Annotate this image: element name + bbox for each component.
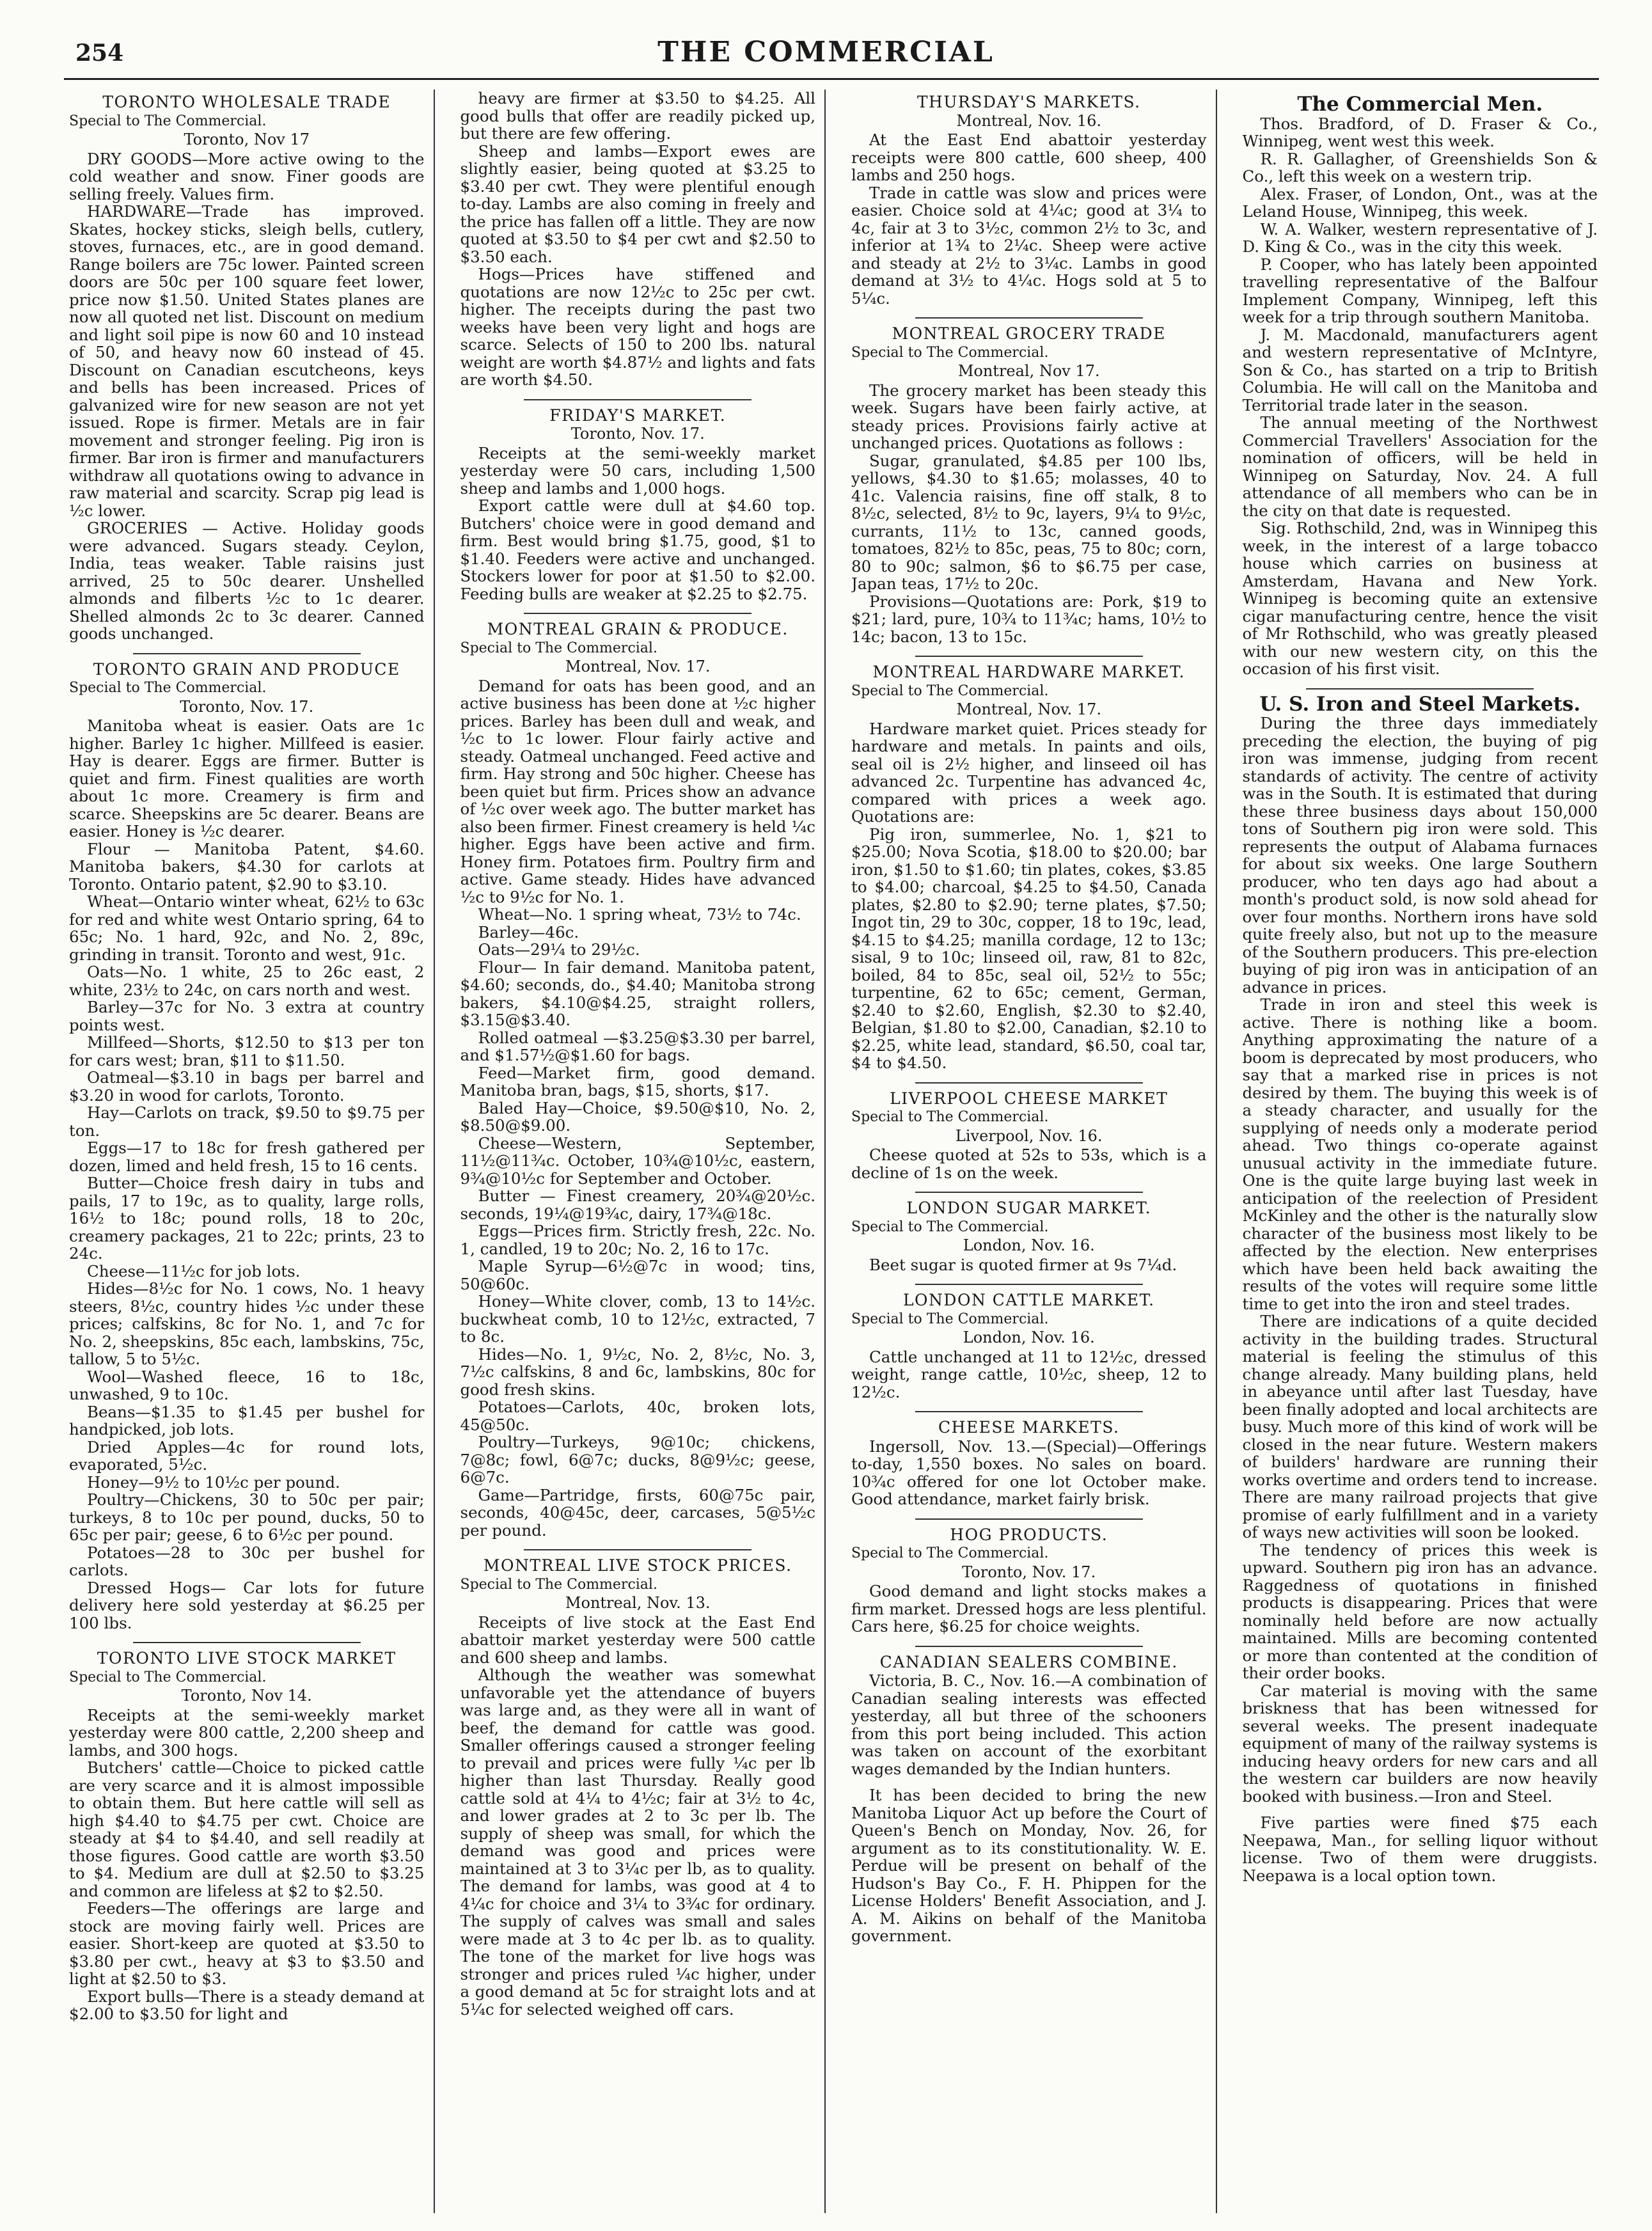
article: [851, 1291, 1207, 1401]
article-dateline: Toronto, Nov 17: [184, 130, 310, 148]
article-dateline: Toronto, Nov. 17.: [180, 697, 314, 716]
article-paragraph: Feeders—The offerings are large and stock are moving fairly well. Prices are easier. Short-keep are quoted at $3.50 to $3.80 per cwt., heavy at $3 to $3.50 and light at $2.50 to $3.: [69, 1899, 425, 1988]
article-paragraph: Beans—$1.35 to $1.45 per bushel for handpicked, job lots.: [69, 1402, 425, 1439]
article-headline: HOG PRODUCTS.: [950, 1525, 1108, 1544]
article-divider: [915, 1082, 1143, 1084]
article-headline: TORONTO LIVE STOCK MARKET: [97, 1649, 397, 1667]
article-paragraph: Receipts of live stock at the East End abattoir market yesterday were 500 cattle and 600 sheep and lambs.: [460, 1612, 815, 1667]
article-divider: [524, 613, 751, 614]
article-credit: Special to The Commercial.: [851, 344, 1049, 361]
article: [69, 661, 425, 1632]
article: [69, 1650, 425, 2023]
article-dateline: Montreal, Nov. 17.: [956, 700, 1102, 718]
article-paragraph: Although the weather was somewhat unfavorable yet the attendance of buyers was large and, as they were all in want of beef, the demand for cattle was good. Smaller offerings caused a stronger feeling to prevail and prices were fully ¼c per lb higher than last Thursday. Really good cattle sold at 4¼ to 4½c; fair at 3½ to 4c, and lower grades at 2 to 3c per lb. The supply of sheep was small, for which the demand was good and prices were maintained at 3 to 3¼c per lb, as to quality. The demand for lambs, was good at 4 to 4¼c for choice and 3¼ to 3¾c for ordinary. The supply of calves was small and sales were made at 3 to 4c per lb. as to quality. The tone of the market for live hogs was stronger and prices ruled ¼c higher, under a good demand at 5c for straight lots and at 5¼c for selected weighed off cars.: [460, 1666, 815, 2019]
article-paragraph: Wheat—No. 1 spring wheat, 73½ to 74c.: [478, 905, 801, 924]
article-paragraph: Dried Apples—4c for round lots, evaporated, 5½c.: [69, 1437, 425, 1474]
article-paragraph: Receipts at the semi-weekly market yesterday were 800 cattle, 2,200 sheep and lambs, and 300 hogs.: [69, 1705, 425, 1760]
article-paragraph: It has been decided to bring the new Manitoba Liquor Act up before the Court of Queen's Bench on Monday, Nov. 26, for argument as to its constitutionality. W. E. Perdue will be present on behalf of the Hudson's Bay Co., F. H. Phippen for the License Holders' Benefit Association, and J. A. M. Aikins on behalf of the Manitoba government.: [851, 1786, 1207, 1945]
article-paragraph: DRY GOODS—More active owing to the cold weather and snow. Finer goods are selling freely. Values firm.: [69, 149, 425, 203]
article-paragraph: J. M. Macdonald, manufacturers agent and western representative of McIntyre, Son & Co., has started on a trip to British Columbia. He will call on the Manitoba and Territorial trade later in the season.: [1242, 325, 1598, 414]
article-paragraph: Pig iron, summerlee, No. 1, $21 to $25.00; Nova Scotia, $18.00 to $20.00; bar iron, $1.50 to $1.60; tin plates, cokes, $3.85 to $4.00; charcoal, $4.25 to $4.50, Canada plates, $2.80 to $2.90; terne plates, $7.50; Ingot tin, 29 to 30c, copper, 18 to 19c, lead, $4.15 to $4.25; manilla cordage, 12 to 13c; sisal, 9 to 10c; linseed oil, raw, 81 to 82c, boiled, 84 to 85c, seal oil, 52½ to 55c; turpentine, 62 to 65c; cement, German, $2.40 to $2.60, English, $2.30 to $2.40, Belgian, $1.80 to $2.00, Canadian, $2.10 to $2.25, white lead, standard, $6.50, coal tar, $4 to $4.50.: [851, 824, 1207, 1072]
article-headline: FRIDAY'S MARKET.: [549, 406, 727, 425]
article-paragraph: Hides—No. 1, 9½c, No. 2, 8½c, No. 3, 7½c calfskins, 8 and 6c, lambskins, 80c for good fresh skins.: [460, 1344, 815, 1399]
article-dateline: Montreal, Nov. 16.: [956, 111, 1102, 130]
article-paragraph: Wheat—Ontario winter wheat, 62½ to 63c for red and white west Ontario spring, 64 to 65c; No. 1 hard, 92c, and No. 2, 89c, grinding in transit. Toronto and west, 91c.: [69, 892, 425, 964]
article-paragraph: Barley—37c for No. 3 extra at country points west.: [69, 998, 425, 1034]
article-divider: [915, 1411, 1143, 1412]
article-paragraph: Car material is moving with the same briskness that has been witnessed for several weeks. The present inadequate equipment of many of the railway systems is inducing heavy orders for new cars and all the western car builders are now heavily booked with business.—Iron and Steel.: [1242, 1681, 1598, 1806]
article-paragraph: Eggs—Prices firm. Strictly fresh, 22c. No. 1, candled, 19 to 20c; No. 2, 16 to 17c.: [460, 1222, 815, 1258]
article-credit: Special to The Commercial.: [851, 1109, 1049, 1125]
article-paragraph: GROCERIES — Active. Holiday goods were advanced. Sugars steady. Ceylon, India, teas weaker. Table raisins just arrived, 25 to 50c dearer. Unshelled almonds and filberts ½c to 1c dearer. Shelled almonds 2c to 3c dearer. Canned goods unchanged.: [69, 519, 425, 643]
article-dateline: London, Nov. 16.: [963, 1236, 1095, 1254]
article: [460, 1557, 816, 2018]
article: [460, 620, 816, 1539]
article-divider: [524, 1549, 751, 1550]
article-paragraph: The annual meeting of the Northwest Commercial Travellers' Association for the nomination of officers, will be held in Winnipeg on Saturday, Nov. 24. A full attendance of all members who can be in the city on that date is requested.: [1242, 413, 1598, 520]
article: [1242, 93, 1598, 678]
article: [851, 93, 1207, 307]
article: [851, 663, 1207, 1072]
article-divider: [915, 1284, 1143, 1285]
article-paragraph: Sugar, granulated, $4.85 per 100 lbs, yellows, $4.30 to $1.65; molasses, 40 to 41c. Valencia raisins, fine off stalk, 8 to 8½c, selected, 8½ to 9c, layers, 9¼ to 9½c, currants, 11½ to 13c, canned goods, tomatoes, 82½ to 85c, peas, 75 to 80c; corn, 80 to 90c; salmon, $6 to $6.75 per case, Japan teas, 17½ to 20c.: [851, 451, 1207, 593]
article-dateline: Montreal, Nov. 17.: [565, 658, 711, 675]
article: [851, 1526, 1207, 1636]
column-1: [69, 90, 435, 2213]
article-dateline: Montreal, Nov 17.: [957, 362, 1100, 380]
article-paragraph: W. A. Walker, western representative of J. D. King & Co., was in the city this week.: [1242, 219, 1598, 256]
article-paragraph: Export bulls—There is a steady demand at $2.00 to $3.50 for light and: [69, 1987, 425, 2023]
article-headline: TORONTO GRAIN AND PRODUCE: [93, 659, 400, 679]
article-paragraph: Potatoes—Carlots, 40c, broken lots, 45@50c.: [460, 1398, 815, 1434]
column-2: [460, 90, 826, 2213]
article-dateline: Montreal, Nov. 13.: [565, 1594, 711, 1612]
article-paragraph: The tendency of prices this week is upward. Southern pig iron has an advance. Raggedness of quotations in finished products is disappearing. Prices that were nominally held before are now actually maintained. Mills are becoming contented or more than contented at the condition of their order books.: [1242, 1540, 1598, 1682]
article-paragraph: Trade in iron and steel this week is active. There is nothing like a boom. Anything approximating the nature of a boom is deprecated by most producers, who say that a marked rise in prices is not desired by them. The buying this week is of a steady character, and usually for the supplying of needs only a moderate period ahead. Two things co-operate against unusual activity in the immediate future. One is the quite large buying last week in anticipation of the reelection of President McKinley and the other is the naturally slow character of the business most likely to be affected by the election. New enterprises which have been held back awaiting the results of the votes will require some little time to get into the iron and steel trades.: [1242, 995, 1598, 1313]
newspaper-columns: [69, 90, 1598, 2213]
article-headline: U. S. Iron and Steel Markets.: [1259, 692, 1581, 716]
article-paragraph: Flour— In fair demand. Manitoba patent, $4.60; seconds, do., $4.40; Manitoba strong bakers, $4.10@$4.25, straight rollers, $3.15@$3.40.: [460, 958, 815, 1029]
article-credit: Special to The Commercial.: [69, 113, 267, 129]
article-paragraph: Export cattle were dull at $4.60 top. Butchers' choice were in good demand and firm. Best would bring $1.75, good, $1 to $1.40. Feeders were active and unchanged. Stockers lower for poor at $1.50 to $2.00. Feeding bulls are weaker at $2.25 to $2.75.: [460, 496, 815, 603]
article-paragraph: The grocery market has been steady this week. Sugars have been fairly active, at steady prices. Provisions fairly active at unchanged prices. Quotations as follows :: [851, 381, 1207, 452]
column-3: [851, 90, 1217, 2213]
article-dateline: Liverpool, Nov. 16.: [955, 1126, 1103, 1145]
article-paragraph: Eggs—17 to 18c for fresh gathered per dozen, limed and held fresh, 15 to 16 cents.: [69, 1139, 425, 1175]
article-paragraph: Oatmeal—$3.10 in bags per barrel and $3.20 in wood for carlots, Toronto.: [69, 1068, 425, 1105]
article-divider: [133, 1642, 361, 1643]
article: [1242, 692, 1598, 1806]
article-paragraph: Cheese—Western, September, 11½@11¾c. October, 10¾@10½c, eastern, 9¾@10½c for September and October.: [460, 1133, 815, 1188]
article-credit: Special to The Commercial.: [851, 1311, 1049, 1327]
article-paragraph: Baled Hay—Choice, $9.50@$10, No. 2, $8.50@$9.00.: [460, 1098, 815, 1135]
article-divider: [915, 1518, 1143, 1520]
article-headline: LONDON CATTLE MARKET.: [902, 1291, 1155, 1309]
article-credit: Special to The Commercial.: [460, 640, 657, 656]
article: [69, 93, 425, 643]
article-divider: [915, 1646, 1143, 1647]
article-paragraph: Butchers' cattle—Choice to picked cattle are very scarce and it is almost impossible to obtain them. But here cattle will sell as high $4.40 to $4.75 per cwt. Choice are steady at $4 to $4.40, and sell readily at those figures. Good cattle are worth $3.50 to $4. Medium are dull at $2.50 to $3.25 and common are lifeless at $2 to $2.50.: [69, 1758, 425, 1900]
article: [851, 1090, 1207, 1182]
article-paragraph: Hogs—Prices have stiffened and quotations are now 12½c to 25c per cwt. higher. The receipts during the past two weeks have been very light and hogs are scarce. Selects of 150 to 200 lbs. natural weight are worth $4.87½ and lights and fats are worth $4.50.: [460, 265, 815, 389]
article-paragraph: Butter — Finest creamery, 20¾@20½c. seconds, 19¼@19¾c, dairy, 17¾@18c.: [460, 1186, 815, 1223]
article-paragraph: HARDWARE—Trade has improved. Skates, hockey sticks, sleigh bells, cutlery, stoves, furnaces, etc., are in good demand. Range boilers are 75c lower. Painted screen doors are 50c per 100 square feet lower, price now $1.50. United States planes are now all quoted net list. Discount on medium and light soil pipe is now 60 and 10 instead of 50, and heavy now 60 instead of 45. Discount on Canadian escutcheons, keys and bells has been increased. Prices of galvanized wire for new season are not yet issued. Rope is firmer. Metals are in fair movement and stronger feeling. Pig iron is firmer. Bar iron is firmer and manufacturers withdraw all quotations owing to advance in raw material and scarcity. Scrap pig lead is ½c lower.: [69, 202, 425, 520]
article-dateline: London, Nov. 16.: [963, 1328, 1095, 1346]
article-paragraph: Oats—29¼ to 29½c.: [478, 940, 640, 959]
article-paragraph: P. Cooper, who has lately been appointed travelling representative of the Balfour Implement Company, Winnipeg, left this week for a trip through southern Manitoba.: [1242, 255, 1598, 326]
article-paragraph: Rolled oatmeal —$3.25@$3.30 per barrel, and $1.57½@$1.60 for bags.: [460, 1028, 815, 1064]
article-headline: MONTREAL GRAIN & PRODUCE.: [487, 620, 789, 638]
article-paragraph: Cattle unchanged at 11 to 12½c, dressed weight, range cattle, 10½c, sheep, 12 to 12½c.: [851, 1347, 1207, 1401]
article-divider: [524, 399, 751, 400]
article-paragraph: At the East End abattoir yesterday receipts were 800 cattle, 600 sheep, 400 lambs and 250 hogs.: [851, 130, 1207, 184]
article-headline: MONTREAL LIVE STOCK PRICES.: [483, 1556, 792, 1575]
article-headline: LIVERPOOL CHEESE MARKET: [890, 1089, 1168, 1108]
article-headline: CANADIAN SEALERS COMBINE.: [879, 1652, 1178, 1671]
article-paragraph: heavy are firmer at $3.50 to $4.25. All good bulls that offer are readily picked up, but there are few offering.: [460, 90, 815, 143]
article-headline: MONTREAL HARDWARE MARKET.: [872, 663, 1185, 681]
article-paragraph: Victoria, B. C., Nov. 16.—A combination of Canadian sealing interests was effected yesterday, all but three of the schooners from this port being included. This action was taken on account of the exorbitant wages demanded by the Indian hunters.: [851, 1671, 1207, 1778]
article-paragraph: Thos. Bradford, of D. Fraser & Co., Winnipeg, went west this week.: [1242, 114, 1598, 150]
article-paragraph: Manitoba wheat is easier. Oats are 1c higher. Barley 1c higher. Millfeed is easier. Hay is dearer. Eggs are firmer. Butter is quiet and firm. Finest qualities are worth about 1c more. Creamery is firm and scarce. Sheepskins are 5c dearer. Beans are easier. Honey is ½c dearer.: [69, 716, 425, 840]
article-headline: CHEESE MARKETS.: [938, 1418, 1120, 1437]
column-4: [1243, 90, 1598, 2213]
article-divider: [915, 1192, 1143, 1193]
article-paragraph: Game—Partridge, firsts, 60@75c pair, seconds, 40@45c, deer, carcases, 5@5½c per pound.: [460, 1485, 815, 1540]
article-paragraph: Poultry—Chickens, 30 to 50c per pair; turkeys, 8 to 10c per pound, ducks, 50 to 65c per pair; geese, 6 to 6½c per pound.: [69, 1490, 425, 1544]
article: [1243, 1814, 1598, 1884]
article-paragraph: Alex. Fraser, of London, Ont., was at the Leland House, Winnipeg, this week.: [1242, 184, 1598, 221]
article-divider: [915, 656, 1143, 657]
article-headline: MONTREAL GROCERY TRADE: [892, 324, 1166, 343]
article-dateline: Toronto, Nov. 17.: [962, 1563, 1096, 1581]
article-paragraph: Honey—White clover, comb, 13 to 14½c. buckwheat comb, 10 to 12½c, extracted, 7 to 8c.: [460, 1292, 815, 1346]
article-paragraph: Ingersoll, Nov. 13.—(Special)—Offerings to-day, 1,550 boxes. No sales on board. 10¾c offered for one lot October make. Good attendance, market fairly brisk.: [851, 1437, 1207, 1508]
article-paragraph: Flour — Manitoba Patent, $4.60. Manitoba bakers, $4.30 for carlots at Toronto. Ontario patent, $2.90 to $3.10.: [69, 839, 425, 894]
page-header: [0, 0, 1652, 90]
article-credit: Special to The Commercial.: [69, 680, 267, 696]
article-divider: [133, 653, 361, 654]
article-paragraph: Receipts at the semi-weekly market yesterday were 50 cars, including 1,500 sheep and lambs and 1,000 hogs.: [460, 443, 815, 498]
article-paragraph: Butter—Choice fresh dairy in tubs and pails, 17 to 19c, as to quality, large rolls, 16½ to 18c; pound rolls, 18 to 20c, creamery packages, 21 to 22c; prints, 23 to 24c.: [69, 1174, 425, 1263]
article-paragraph: Dressed Hogs— Car lots for future delivery here sold yesterday at $6.25 per 100 lbs.: [69, 1578, 425, 1632]
article-headline: THURSDAY'S MARKETS.: [916, 93, 1141, 111]
running-title: THE COMMERCIAL: [657, 36, 995, 68]
article-paragraph: Sig. Rothschild, 2nd, was in Winnipeg this week, in the interest of a large tobacco house which carries on business at Amsterdam, Havana and New York. Winnipeg is becoming quite an extensive cigar manufacturing centre, hence the visit of Mr Rothschild, who was greatly pleased with our new western city, on this the occasion of his first visit.: [1242, 519, 1598, 678]
article-paragraph: Cheese quoted at 52s to 53s, which is a decline of 1s on the week.: [851, 1146, 1207, 1182]
article-credit: Special to The Commercial.: [69, 1669, 267, 1685]
article-paragraph: Poultry—Turkeys, 9@10c; chickens, 7@8c; fowl, 6@7c; ducks, 8@9½c; geese, 6@7c.: [460, 1433, 815, 1486]
article-paragraph: Cheese—11½c for job lots.: [87, 1261, 301, 1281]
article-headline: LONDON SUGAR MARKET.: [906, 1199, 1152, 1217]
article-paragraph: Hides—8½c for No. 1 cows, No. 1 heavy steers, 8½c, country hides ½c under these prices; calfskins, 8c for No. 1, and 7c for No. 2, sheepskins, 85c each, lambskins, 75c, tallow, 5 to 5½c.: [69, 1279, 425, 1368]
article-dateline: Toronto, Nov 14.: [181, 1687, 312, 1705]
article: [460, 90, 816, 389]
article-paragraph: During the three days immediately preceding the election, the buying of pig iron was immense, judging from recent standards of activity. The centre of activity was in the South. It is estimated that during these three business days about 150,000 tons of Southern pig iron were sold. This represents the output of Alabama furnaces for about six weeks. One large Southern producer, who ten days ago had about a month's product sold, is now sold ahead for over four months. Northern irons have sold quite freely also, but not up to the measure of the Southern producers. This pre-election buying of pig iron was in anticipation of an advance in prices.: [1242, 714, 1598, 997]
article-paragraph: Potatoes—28 to 30c per bushel for carlots.: [69, 1543, 425, 1579]
article-paragraph: Hay—Carlots on track, $9.50 to $9.75 per ton.: [69, 1103, 425, 1140]
article: [851, 1199, 1207, 1273]
page-number: 254: [75, 40, 124, 67]
article-divider: [1306, 688, 1534, 690]
article: [851, 1653, 1207, 1778]
article: [460, 407, 816, 603]
article-paragraph: Maple Syrup—6½@7c in wood; tins, 50@60c.: [460, 1257, 815, 1293]
article-credit: Special to The Commercial.: [851, 682, 1049, 699]
article-paragraph: Sheep and lambs—Export ewes are slightly easier, being quoted at $3.25 to $3.40 per cwt. They were plentiful enough to-day. Lambs are also coming in freely and the price has fallen off a little. They are now quoted at $3.50 to $4 per cwt and $2.50 to $3.50 each.: [460, 141, 815, 266]
article-divider: [915, 317, 1143, 319]
article-paragraph: Trade in cattle was slow and prices were easier. Choice sold at 4¼c; good at 3¼ to 4c, fair at 3 to 3½c, common 2½ to 3c, and inferior at 1¾ to 2¼c. Sheep were active and steady at 2½ to 3¼c. Lambs in good demand at 3½ to 4¼c. Hogs sold at 5 to 5¼c.: [851, 183, 1207, 308]
article-paragraph: Demand for oats has been good, and an active business has been done at ½c higher prices. Barley has been dull and weak, and ½c to 1c lower. Flour fairly active and steady. Oatmeal unchanged. Feed active and firm. Hay strong and 50c higher. Cheese has been quiet but firm. Prices show an advance of ½c over week ago. The butter market has also been firmer. Finest creamery is held ¼c higher. Eggs have been active and firm. Honey firm. Potatoes firm. Poultry firm and active. Game steady. Hides have advanced ½c to 9½c for No. 1.: [460, 676, 815, 906]
article-paragraph: There are indications of a quite decided activity in the building trades. Structural material is feeling the stimulus of this change already. Many building plans, held in abeyance until after last Tuesday, have been finally adopted and local architects are busy. Much more of this kind of work will be closed in the near future. Western makers of builders' hardware are running their works overtime and orders tend to increase. There are many railroad projects that give promise of early fulfillment and in a variety of ways new activities will soon be looked.: [1242, 1312, 1598, 1541]
article-paragraph: Millfeed—Shorts, $12.50 to $13 per ton for cars west; bran, $11 to $11.50.: [69, 1033, 425, 1069]
article-credit: Special to The Commercial.: [460, 1576, 657, 1593]
article-paragraph: Barley—46c.: [478, 922, 579, 942]
article-paragraph: Five parties were fined $75 each Neepawa, Man., for selling liquor without license. Two of them were druggists. Neepawa is a local option town.: [1242, 1813, 1598, 1885]
article-headline: TORONTO WHOLESALE TRADE: [102, 93, 391, 111]
article: [851, 325, 1207, 645]
article-paragraph: Oats—No. 1 white, 25 to 26c east, 2 white, 23½ to 24c, on cars north and west.: [69, 963, 425, 999]
article-paragraph: Wool—Washed fleece, 16 to 18c, unwashed, 9 to 10c.: [69, 1367, 425, 1403]
article-paragraph: Honey—9½ to 10½c per pound.: [87, 1472, 340, 1492]
article: [851, 1419, 1207, 1508]
article-paragraph: Beet sugar is quoted firmer at 9s 7¼d.: [869, 1255, 1177, 1274]
article-paragraph: R. R. Gallagher, of Greenshields Son & Co., left this week on a western trip.: [1242, 149, 1598, 185]
article-paragraph: Hardware market quiet. Prices steady for hardware and metals. In paints and oils, seal oil is 2½ higher, and linseed oil has advanced 2c. Turpentine has advanced 4c, compared with prices a week ago. Quotations are:: [851, 719, 1207, 826]
article: [851, 1786, 1207, 1945]
article-headline: The Commercial Men.: [1297, 93, 1543, 116]
article-paragraph: Provisions—Quotations are: Pork, $19 to $21; lard, pure, 10¾ to 11¾c; hams, 10½ to 14c; bacon, 13 to 15c.: [851, 592, 1207, 646]
article-credit: Special to The Commercial.: [851, 1545, 1049, 1561]
article-paragraph: Feed—Market firm, good demand. Manitoba bran, bags, $15, shorts, $17.: [460, 1063, 815, 1100]
article-dateline: Toronto, Nov. 17.: [570, 425, 705, 443]
header-rule: [64, 78, 1599, 80]
article-paragraph: Good demand and light stocks makes a firm market. Dressed hogs are less plentiful. Cars here, $6.25 for choice weights.: [851, 1582, 1207, 1636]
article-credit: Special to The Commercial.: [851, 1218, 1049, 1235]
